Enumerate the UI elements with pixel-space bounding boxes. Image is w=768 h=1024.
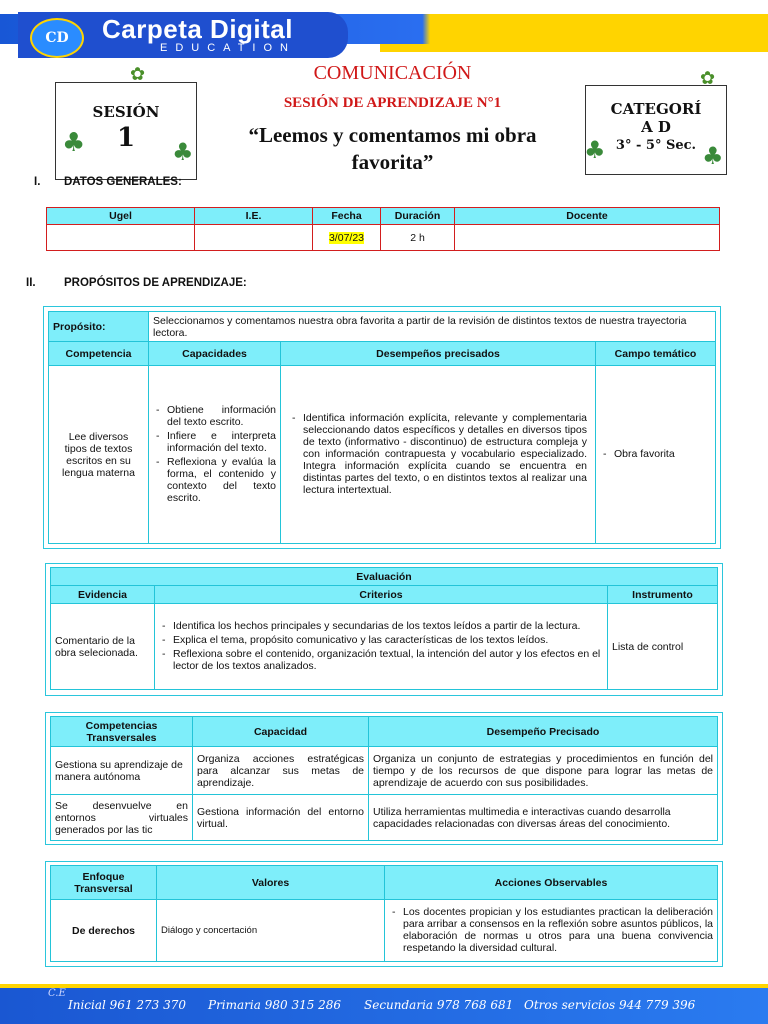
section-title: PROPÓSITOS DE APRENDIZAJE:	[64, 277, 247, 289]
campo-cell	[596, 366, 716, 544]
cactus-icon: ♣	[172, 138, 194, 166]
table-cell: Gestiona su aprendizaje de manera autónoma	[51, 747, 193, 795]
footer-inicial: Inicial 961 273 370	[68, 998, 187, 1012]
footer-primaria: Primaria 980 315 286	[208, 998, 342, 1012]
table-header: Enfoque Transversal	[51, 866, 157, 900]
instrumento-cell: Lista de control	[608, 604, 718, 690]
desempeno-cell	[281, 366, 596, 544]
cactus-icon: ✿	[130, 64, 146, 85]
table-header: Desempeño Precisado	[369, 717, 718, 747]
session-label: SESIÓN	[92, 103, 160, 121]
list-item: - Reflexiona sobre el contenido, organización textual, la intención del autor y los efectos en el lector de los textos analizados.	[159, 648, 603, 672]
table-cell: Organiza acciones estratégicas para alcanzar sus metas de aprendizaje.	[193, 747, 369, 795]
area-title: COMUNICACIÓN	[313, 62, 472, 84]
table-header: Fecha	[313, 208, 381, 225]
table-header: Instrumento	[608, 586, 718, 604]
banner-stripe-yellow	[380, 44, 768, 52]
footer-otros: Otros servicios 944 779 396	[524, 998, 696, 1012]
proposito-table	[48, 311, 716, 544]
table-cell: 2 h	[381, 225, 455, 251]
category-label: CATEGORÍ	[610, 100, 702, 118]
valores-cell: Diálogo y concertación	[157, 900, 385, 962]
table-cell	[455, 225, 720, 251]
capacidades-cell	[149, 366, 281, 544]
session-title: “Leemos y comentamos mi obra favorita”	[248, 123, 537, 174]
cactus-icon: ♣	[62, 128, 86, 158]
list-item: - Identifica los hechos principales y secundarias de los textos leídos a partir de la lectura.	[159, 620, 603, 632]
transversales-table	[50, 716, 718, 841]
list-item: - Obra favorita	[600, 448, 711, 460]
cactus-icon: ✿	[700, 68, 716, 89]
list-item: - Reflexiona y evalúa la forma, el contenido y contexto del texto escrito.	[153, 456, 276, 504]
enfoque-cell: De derechos	[51, 900, 157, 962]
list-item: - Explica el tema, propósito comunicativo y las características de los textos leídos.	[159, 634, 603, 646]
list-item: - Los docentes propician y los estudiantes practican la deliberación para arribar a consensos en la reflexión sobre asuntos públicos, la elaboración de normas u otros para una buena convivencia respetando la diversidad cultural.	[389, 906, 713, 954]
table-cell: Utiliza herramientas multimedia e interactivas cuando desarrolla capacidades relacionadas con diversas áreas del conocimiento.	[369, 795, 718, 841]
top-banner	[0, 0, 768, 60]
acciones-cell	[385, 900, 718, 962]
session-number: 1	[116, 123, 136, 153]
table-header: Evidencia	[51, 586, 155, 604]
proposito-text: Seleccionamos y comentamos nuestra obra favorita a partir de la revisión de distintos textos de nuestra trayectoria lectora.	[149, 312, 716, 342]
footer-stripe	[0, 984, 768, 988]
datos-generales-table	[46, 207, 720, 251]
logo-icon: CD	[30, 18, 84, 58]
table-header: Criterios	[155, 586, 608, 604]
table-cell: Organiza un conjunto de estrategias y procedimientos en función del tiempo y de los recursos de que dispone para lograr las metas de aprendizaje de acuerdo con sus posibilidades.	[369, 747, 718, 795]
list-item: - Identifica información explícita, relevante y complementaria seleccionando datos específicos y detalles en diversos tipos de texto (informativo - discontinuo) de estructura compleja y con información contrapuesta y vocabulario especializado. Integra información explícita cuando se encuentra en distintas partes del texto, o en distintos textos al realizar una lectura intertextual.	[289, 412, 587, 496]
evaluacion-title: Evaluación	[51, 568, 718, 586]
enfoque-table	[50, 865, 718, 962]
section-number: I.	[34, 176, 41, 188]
table-cell: Gestiona información del entorno virtual.	[193, 795, 369, 841]
table-cell	[195, 225, 313, 251]
table-header: Capacidad	[193, 717, 369, 747]
cactus-icon: ♣	[702, 142, 724, 170]
footer-secundaria: Secundaria 978 768 681	[364, 998, 514, 1012]
competencia-cell: Lee diversos tipos de textos escritos en su lengua materna	[49, 366, 149, 544]
table-header: Campo temático	[596, 342, 716, 366]
section-number: II.	[26, 277, 36, 289]
brand-subtitle: EDUCATION	[160, 42, 296, 54]
footer-bar	[0, 984, 768, 1024]
table-cell: Se desenvuelve en entornos virtuales generados por las tic	[51, 795, 193, 841]
table-header: Valores	[157, 866, 385, 900]
list-item: - Obtiene información del texto escrito.	[153, 404, 276, 428]
cactus-icon: ♣	[584, 136, 606, 164]
table-header: Ugel	[47, 208, 195, 225]
table-header: Docente	[455, 208, 720, 225]
grade-label: 3° - 5° Sec.	[615, 138, 697, 153]
table-header: Capacidades	[149, 342, 281, 366]
table-header: Acciones Observables	[385, 866, 718, 900]
table-header: Desempeños precisados	[281, 342, 596, 366]
table-cell	[313, 225, 381, 251]
section-title: DATOS GENERALES:	[64, 176, 182, 188]
table-header: I.E.	[195, 208, 313, 225]
evaluacion-table	[50, 567, 718, 690]
evidencia-cell: Comentario de la obra selecionada.	[51, 604, 155, 690]
proposito-label: Propósito:	[49, 312, 149, 342]
table-header: Competencias Transversales	[51, 717, 193, 747]
footer-ce: C.E	[48, 988, 66, 999]
session-type: SESIÓN DE APRENDIZAJE N°1	[283, 95, 502, 111]
list-item: - Infiere e interpreta información del texto.	[153, 430, 276, 454]
table-cell	[47, 225, 195, 251]
table-header: Competencia	[49, 342, 149, 366]
brand-title: Carpeta Digital	[102, 14, 293, 44]
table-header: Duración	[381, 208, 455, 225]
criterios-cell	[155, 604, 608, 690]
category-value: A D	[641, 118, 671, 136]
date-value: 3/07/23	[328, 231, 365, 244]
